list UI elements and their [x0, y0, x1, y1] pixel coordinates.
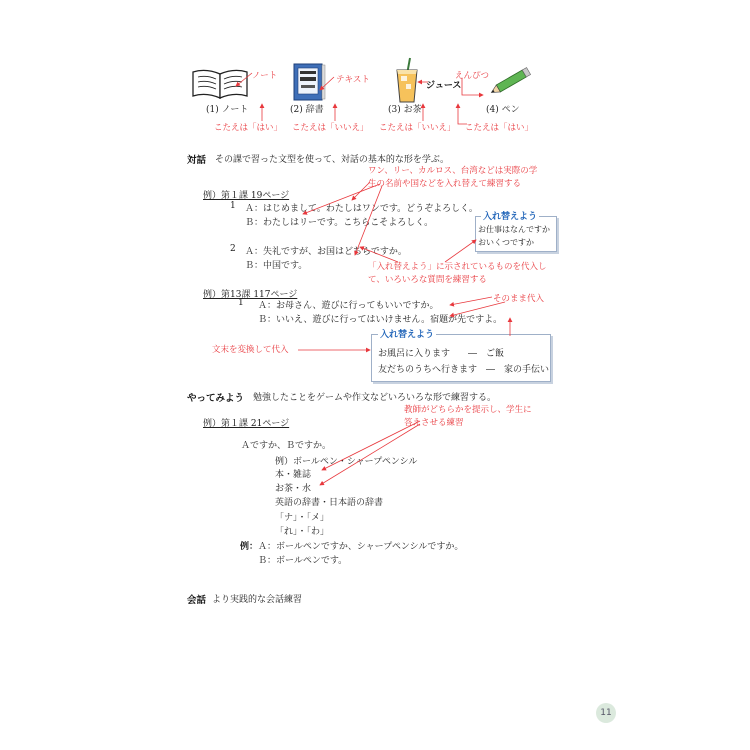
example-line-a: Ａ：ボールペンですか、シャープペンシルですか。	[258, 542, 464, 552]
box1-line2: おいくつですか	[478, 238, 534, 247]
dialog2-number: 2	[230, 244, 236, 254]
answer-4: こたえは「はい」	[465, 123, 534, 133]
practice-item: 「れ」・「わ」	[275, 527, 330, 537]
pencil-label: えんぴつ	[455, 71, 490, 81]
dialog3-line-b: Ｂ：いいえ、遊びに行ってはいけません。宿題が先ですよ。	[258, 315, 503, 325]
arrow-to-shukudai	[450, 302, 505, 316]
box1-title: 入れ替えよう	[481, 209, 539, 222]
dialog1-line-b: Ｂ：わたしはリーです。こちらこそよろしく。	[245, 218, 434, 228]
arrow-to-asobi	[450, 297, 492, 305]
reference-lesson1: 例）第１課 19ページ	[203, 191, 290, 201]
note-choice-1: 教師がどちらかを提示し、学生に	[404, 405, 532, 415]
juice-label: ジュース	[426, 81, 462, 91]
kaiwa-description: より実践的な会話練習	[212, 595, 303, 605]
note-choice-2: 答えさせる練習	[404, 418, 464, 428]
textbook-label: テキスト	[336, 75, 370, 85]
taiwa-heading: 対話	[187, 155, 207, 166]
dialog2-line-b: Ｂ：中国です。	[245, 261, 308, 271]
page-number: 11	[596, 703, 616, 723]
caption-notebook: (1) ノート	[206, 105, 249, 115]
box1-line1: お仕事はなんですか	[478, 225, 550, 234]
practice-item: 本・雑誌	[275, 470, 312, 480]
practice-item: お茶・水	[275, 484, 312, 494]
practice-item: 「ナ」・「メ」	[275, 513, 330, 523]
arrow-to-okuni	[360, 247, 398, 262]
arrow-notebook-label	[236, 73, 252, 86]
example-label: 例：	[240, 542, 259, 552]
answer-3: こたえは「いいえ」	[379, 123, 456, 133]
dialog1-number: 1	[230, 201, 236, 211]
note-real-names-2: 生の名前や国などを入れ替えて練習する	[368, 179, 522, 189]
yattemiyou-description: 勉強したことをゲームや作文などいろいろな形で練習する。	[253, 393, 497, 403]
arrow-pencil-label	[462, 78, 483, 95]
answer-1: こたえは「はい」	[214, 123, 283, 133]
note-substitute-1: 「入れ替えよう」に示されているものを代入し	[368, 262, 547, 272]
practice-item: 英語の辞書・日本語の辞書	[275, 498, 384, 508]
arrow-textbook-label	[320, 77, 334, 90]
box2-line1: お風呂に入ります ― ご飯	[378, 349, 505, 359]
dialog1-line-a: Ａ：はじめまして。わたしはワンです。どうぞよろしく。	[245, 204, 478, 214]
box2-line2: 友だちのうちへ行きます ― 家の手伝い	[378, 365, 550, 375]
example-line-b: Ｂ：ボールペンです。	[258, 556, 348, 566]
dialog3-number: 1	[238, 298, 244, 308]
reference-lesson13: 例）第13課 117ページ	[203, 290, 298, 300]
arrow-to-item3	[320, 424, 420, 485]
reference-lesson1-p21: 例）第１課 21ページ	[203, 419, 290, 429]
question-pattern: Ａですか、Ｂですか。	[241, 441, 332, 451]
arrow-to-box1	[445, 240, 476, 262]
answer-2: こたえは「いいえ」	[292, 123, 369, 133]
note-real-names-1: ワン、リー、カルロス、台湾などは実際の学	[368, 166, 538, 176]
caption-pen: (4) ペン	[486, 105, 520, 115]
yattemiyou-heading: やってみよう	[187, 393, 245, 404]
arrow-answer4	[458, 104, 467, 124]
arrow-to-ri	[303, 184, 380, 214]
note-convert-ending: 文末を変換して代入	[212, 345, 289, 355]
practice-item: 例）ボールペン・シャープペンシル	[275, 457, 418, 467]
dialog3-line-a: Ａ：お母さん、遊びに行ってもいいですか。	[258, 301, 439, 311]
notebook-label: ノート	[252, 71, 278, 81]
note-substitute-2: て、いろいろな質問を練習する	[368, 275, 487, 285]
arrow-to-item2	[322, 421, 420, 470]
box2-title: 入れ替えよう	[378, 327, 436, 340]
arrow-to-country	[355, 186, 382, 255]
note-direct-substitution: そのまま代入	[493, 294, 545, 304]
caption-tea: (3) お茶	[388, 105, 422, 115]
taiwa-description: その課で習った文型を使って、対話の基本的な形を学ぶ。	[215, 155, 450, 165]
caption-dictionary: (2) 辞書	[290, 105, 324, 115]
kaiwa-heading: 会話	[187, 595, 207, 606]
dialog2-line-a: Ａ：失礼ですが、お国はどちらですか。	[245, 247, 407, 257]
